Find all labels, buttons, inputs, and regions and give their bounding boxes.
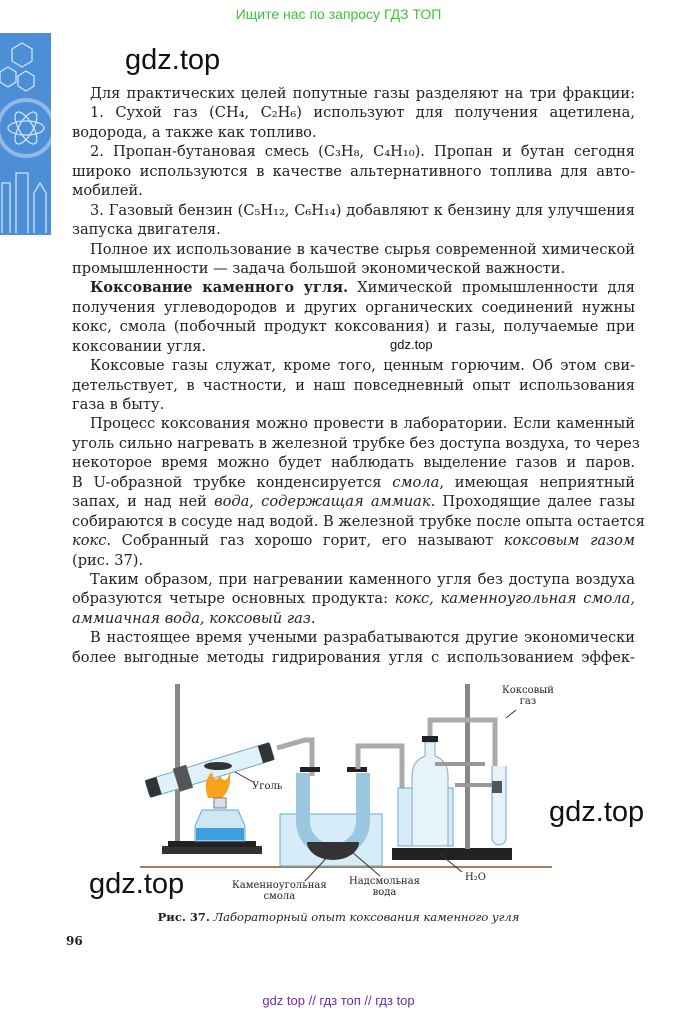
watermark: gdz.top bbox=[549, 796, 645, 828]
text-segment: Химической промышленности для bbox=[348, 279, 635, 297]
label-tar bbox=[232, 880, 327, 902]
text-segment: некоторое время можно будет наблюдать выделение газов и паров. bbox=[72, 454, 635, 472]
text-line bbox=[90, 142, 635, 161]
text-segment: более выгодные методы гидрирования угля с использованием эффек- bbox=[72, 648, 635, 666]
text-segment: Коксовые газы служат, кроме того, ценным горючим. Об этом сви- bbox=[90, 357, 635, 375]
text-line bbox=[90, 201, 635, 220]
italic-term: кокс, каменноугольная смола, bbox=[394, 590, 635, 608]
text-segment: уголь сильно нагревать в железной трубке без доступа воздуха, то через bbox=[72, 434, 640, 452]
chemistry-side-decoration bbox=[0, 33, 51, 235]
italic-term: кокс bbox=[72, 532, 107, 550]
text-segment: 3. Газовый бензин (C₅H₁₂, C₆H₁₄) добавляют к бензину для улучшения bbox=[90, 201, 635, 219]
text-segment: . bbox=[310, 609, 316, 627]
text-segment: образуются четыре основных продукта: bbox=[72, 590, 395, 608]
text-segment: запуска двигателя. bbox=[72, 221, 221, 239]
text-line bbox=[90, 628, 635, 647]
label-water bbox=[349, 876, 420, 898]
body-text bbox=[72, 84, 645, 667]
text-segment: получения углеводородов и других органических соединений нужны bbox=[72, 298, 635, 316]
text-line bbox=[90, 570, 635, 589]
text-segment: широко используются в качестве альтернативного топлива для авто- bbox=[72, 162, 635, 180]
italic-term: смола bbox=[392, 473, 440, 491]
text-line bbox=[90, 103, 635, 122]
text-line bbox=[72, 181, 635, 200]
text-segment: газа в быту. bbox=[72, 396, 165, 413]
text-line bbox=[90, 278, 635, 297]
text-line bbox=[72, 492, 635, 511]
text-line bbox=[72, 395, 635, 414]
text-line bbox=[90, 414, 635, 433]
text-segment: запах, и над ней bbox=[72, 493, 215, 511]
text-segment: Для практических целей попутные газы разделяют на три фракции: bbox=[90, 85, 635, 102]
text-line bbox=[72, 162, 635, 181]
text-segment: промышленности — задача большой экономической важности. bbox=[72, 259, 566, 277]
caption-text: Лабораторный опыт коксования каменного угля bbox=[209, 910, 520, 924]
text-segment: кокс, смола (побочный продукт коксования) и газы, получаемые при bbox=[72, 318, 635, 336]
text-line bbox=[72, 589, 635, 608]
text-line bbox=[72, 648, 635, 667]
italic-term: вода, содержащая аммиак bbox=[214, 493, 431, 511]
label-h2o: H₂O bbox=[465, 872, 486, 883]
bold-heading: Коксование каменного угля. bbox=[90, 279, 349, 297]
text-segment: коксовании угля. bbox=[72, 337, 207, 355]
text-line bbox=[72, 512, 645, 531]
text-line bbox=[72, 434, 640, 453]
figure-caption bbox=[0, 910, 677, 924]
text-line bbox=[72, 376, 635, 395]
italic-term: коксовым газом bbox=[503, 532, 636, 550]
text-line bbox=[90, 84, 635, 103]
watermark: gdz.top bbox=[89, 868, 185, 900]
italic-term: аммиачная вода, коксовый газ bbox=[72, 609, 311, 627]
text-segment: Таким образом, при нагревании каменного угля без доступа воздуха bbox=[90, 570, 635, 588]
text-segment: детельствует, в частности, и наш повседневный опыт использования bbox=[72, 376, 635, 394]
text-line bbox=[72, 473, 635, 492]
label-line: газ bbox=[519, 696, 537, 707]
label-line: Надсмольная bbox=[349, 876, 420, 887]
text-line bbox=[72, 259, 635, 278]
label-line: вода bbox=[372, 887, 397, 898]
text-line bbox=[90, 356, 635, 375]
text-segment: Полное их использование в качестве сырья современной химической bbox=[90, 240, 635, 258]
page-number: 96 bbox=[66, 934, 83, 948]
label-line: смола bbox=[263, 891, 296, 902]
watermark: gdz.top bbox=[125, 44, 221, 76]
caption-number: Рис. 37. bbox=[157, 910, 210, 924]
label-coke-gas bbox=[502, 685, 554, 707]
text-line bbox=[72, 531, 635, 550]
text-segment: 2. Пропан-бутановая смесь (C₃H₈, C₄H₁₀). Пропан и бутан сегодня bbox=[90, 143, 635, 161]
text-segment: Процесс коксования можно провести в лаборатории. Если каменный bbox=[90, 415, 635, 433]
text-line bbox=[72, 317, 635, 336]
text-segment: водорода, а также как топливо. bbox=[72, 123, 317, 141]
figure-coking-apparatus bbox=[140, 676, 590, 906]
text-segment: В U-образной трубке конденсируется bbox=[72, 473, 393, 491]
text-segment: 1. Сухой газ (CH₄, C₂H₆) используют для получения ацетилена, bbox=[90, 104, 635, 122]
label-line: Каменноугольная bbox=[232, 880, 327, 891]
text-segment: . Проходящие далее газы bbox=[430, 493, 636, 511]
text-segment: . Собранный газ хорошо горит, его называют bbox=[106, 532, 504, 550]
text-line bbox=[72, 337, 635, 356]
footer-links[interactable]: gdz top // гдз топ // гдз top bbox=[262, 993, 415, 1008]
label-line: Коксовый bbox=[502, 685, 554, 696]
text-line bbox=[72, 123, 635, 142]
text-segment: , имеющая неприятный bbox=[439, 473, 635, 491]
text-line bbox=[72, 453, 635, 472]
label-coal: Уголь bbox=[252, 781, 283, 792]
text-line bbox=[72, 220, 635, 239]
text-segment: мобилей. bbox=[72, 182, 143, 200]
text-segment: В настоящее время учеными разрабатываются другие экономически bbox=[90, 629, 635, 647]
search-banner[interactable]: Ищите нас по запросу ГДЗ ТОП bbox=[235, 6, 442, 22]
watermark: gdz.top bbox=[390, 337, 433, 352]
text-segment: собираются в сосуде над водой. В железной трубке после опыта остается bbox=[72, 512, 645, 530]
text-line bbox=[90, 240, 635, 259]
text-line bbox=[72, 298, 635, 317]
text-line bbox=[72, 551, 635, 570]
text-line bbox=[72, 609, 635, 628]
text-segment: (рис. 37). bbox=[72, 551, 144, 569]
